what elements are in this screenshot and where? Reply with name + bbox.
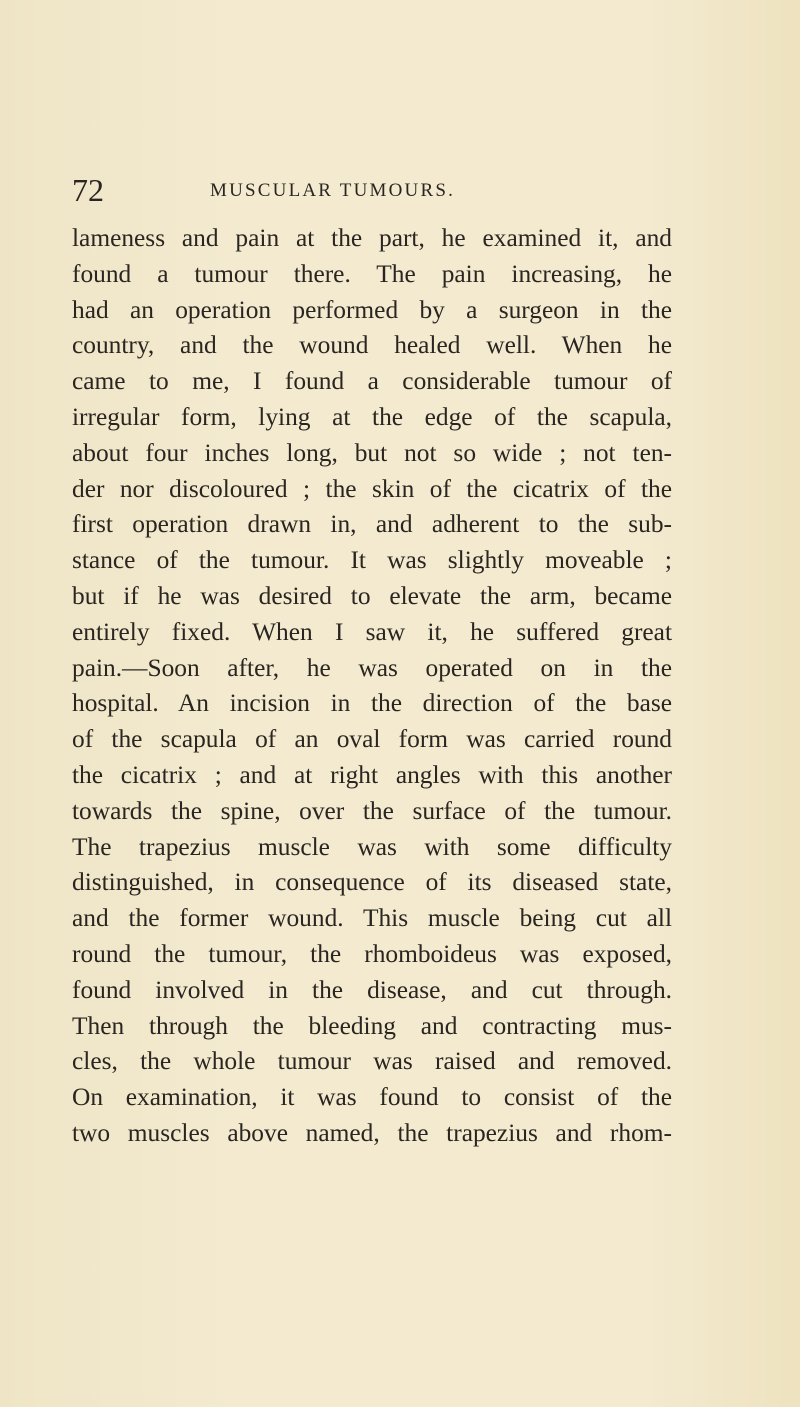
text-line: Then through the bleeding and contracting mus- bbox=[72, 1011, 672, 1040]
text-line: round the tumour, the rhomboideus was exposed, bbox=[72, 939, 672, 968]
text-line: towards the spine, over the surface of the tumour. bbox=[72, 796, 672, 825]
text-line: distinguished, in consequence of its diseased state, bbox=[72, 868, 672, 897]
text-line: and the former wound. This muscle being cut all bbox=[72, 904, 672, 933]
text-line: cles, the whole tumour was raised and removed. bbox=[72, 1047, 672, 1076]
text-line: pain.—Soon after, he was operated on in the bbox=[72, 653, 672, 682]
text-line: two muscles above named, the trapezius and rhom- bbox=[72, 1118, 672, 1147]
text-line: hospital. An incision in the direction of the base bbox=[72, 689, 672, 718]
text-line: stance of the tumour. It was slightly moveable ; bbox=[72, 546, 672, 575]
text-line: about four inches long, but not so wide ; not ten- bbox=[72, 438, 672, 467]
text-line: found a tumour there. The pain increasing, he bbox=[72, 259, 672, 288]
body-text bbox=[72, 221, 672, 1152]
text-line: The trapezius muscle was with some difficulty bbox=[72, 832, 672, 861]
text-line: country, and the wound healed well. When he bbox=[72, 331, 672, 360]
text-line: the cicatrix ; and at right angles with this another bbox=[72, 760, 672, 789]
running-head bbox=[72, 170, 632, 210]
text-line: of the scapula of an oval form was carried round bbox=[72, 725, 672, 754]
text-line: On examination, it was found to consist of the bbox=[72, 1083, 672, 1112]
page-number: 72 bbox=[72, 172, 104, 208]
text-line: first operation drawn in, and adherent to the sub- bbox=[72, 510, 672, 539]
text-line: came to me, I found a considerable tumour of bbox=[72, 367, 672, 396]
text-line: had an operation performed by a surgeon in the bbox=[72, 295, 672, 324]
text-line: irregular form, lying at the edge of the scapula, bbox=[72, 402, 672, 431]
text-line: der nor discoloured ; the skin of the cicatrix of the bbox=[72, 474, 672, 503]
text-line: found involved in the disease, and cut through. bbox=[72, 975, 672, 1004]
text-line: but if he was desired to elevate the arm, became bbox=[72, 581, 672, 610]
text-line: entirely fixed. When I saw it, he suffered great bbox=[72, 617, 672, 646]
text-line: lameness and pain at the part, he examined it, and bbox=[72, 224, 672, 252]
running-title: MUSCULAR TUMOURS. bbox=[210, 180, 456, 201]
